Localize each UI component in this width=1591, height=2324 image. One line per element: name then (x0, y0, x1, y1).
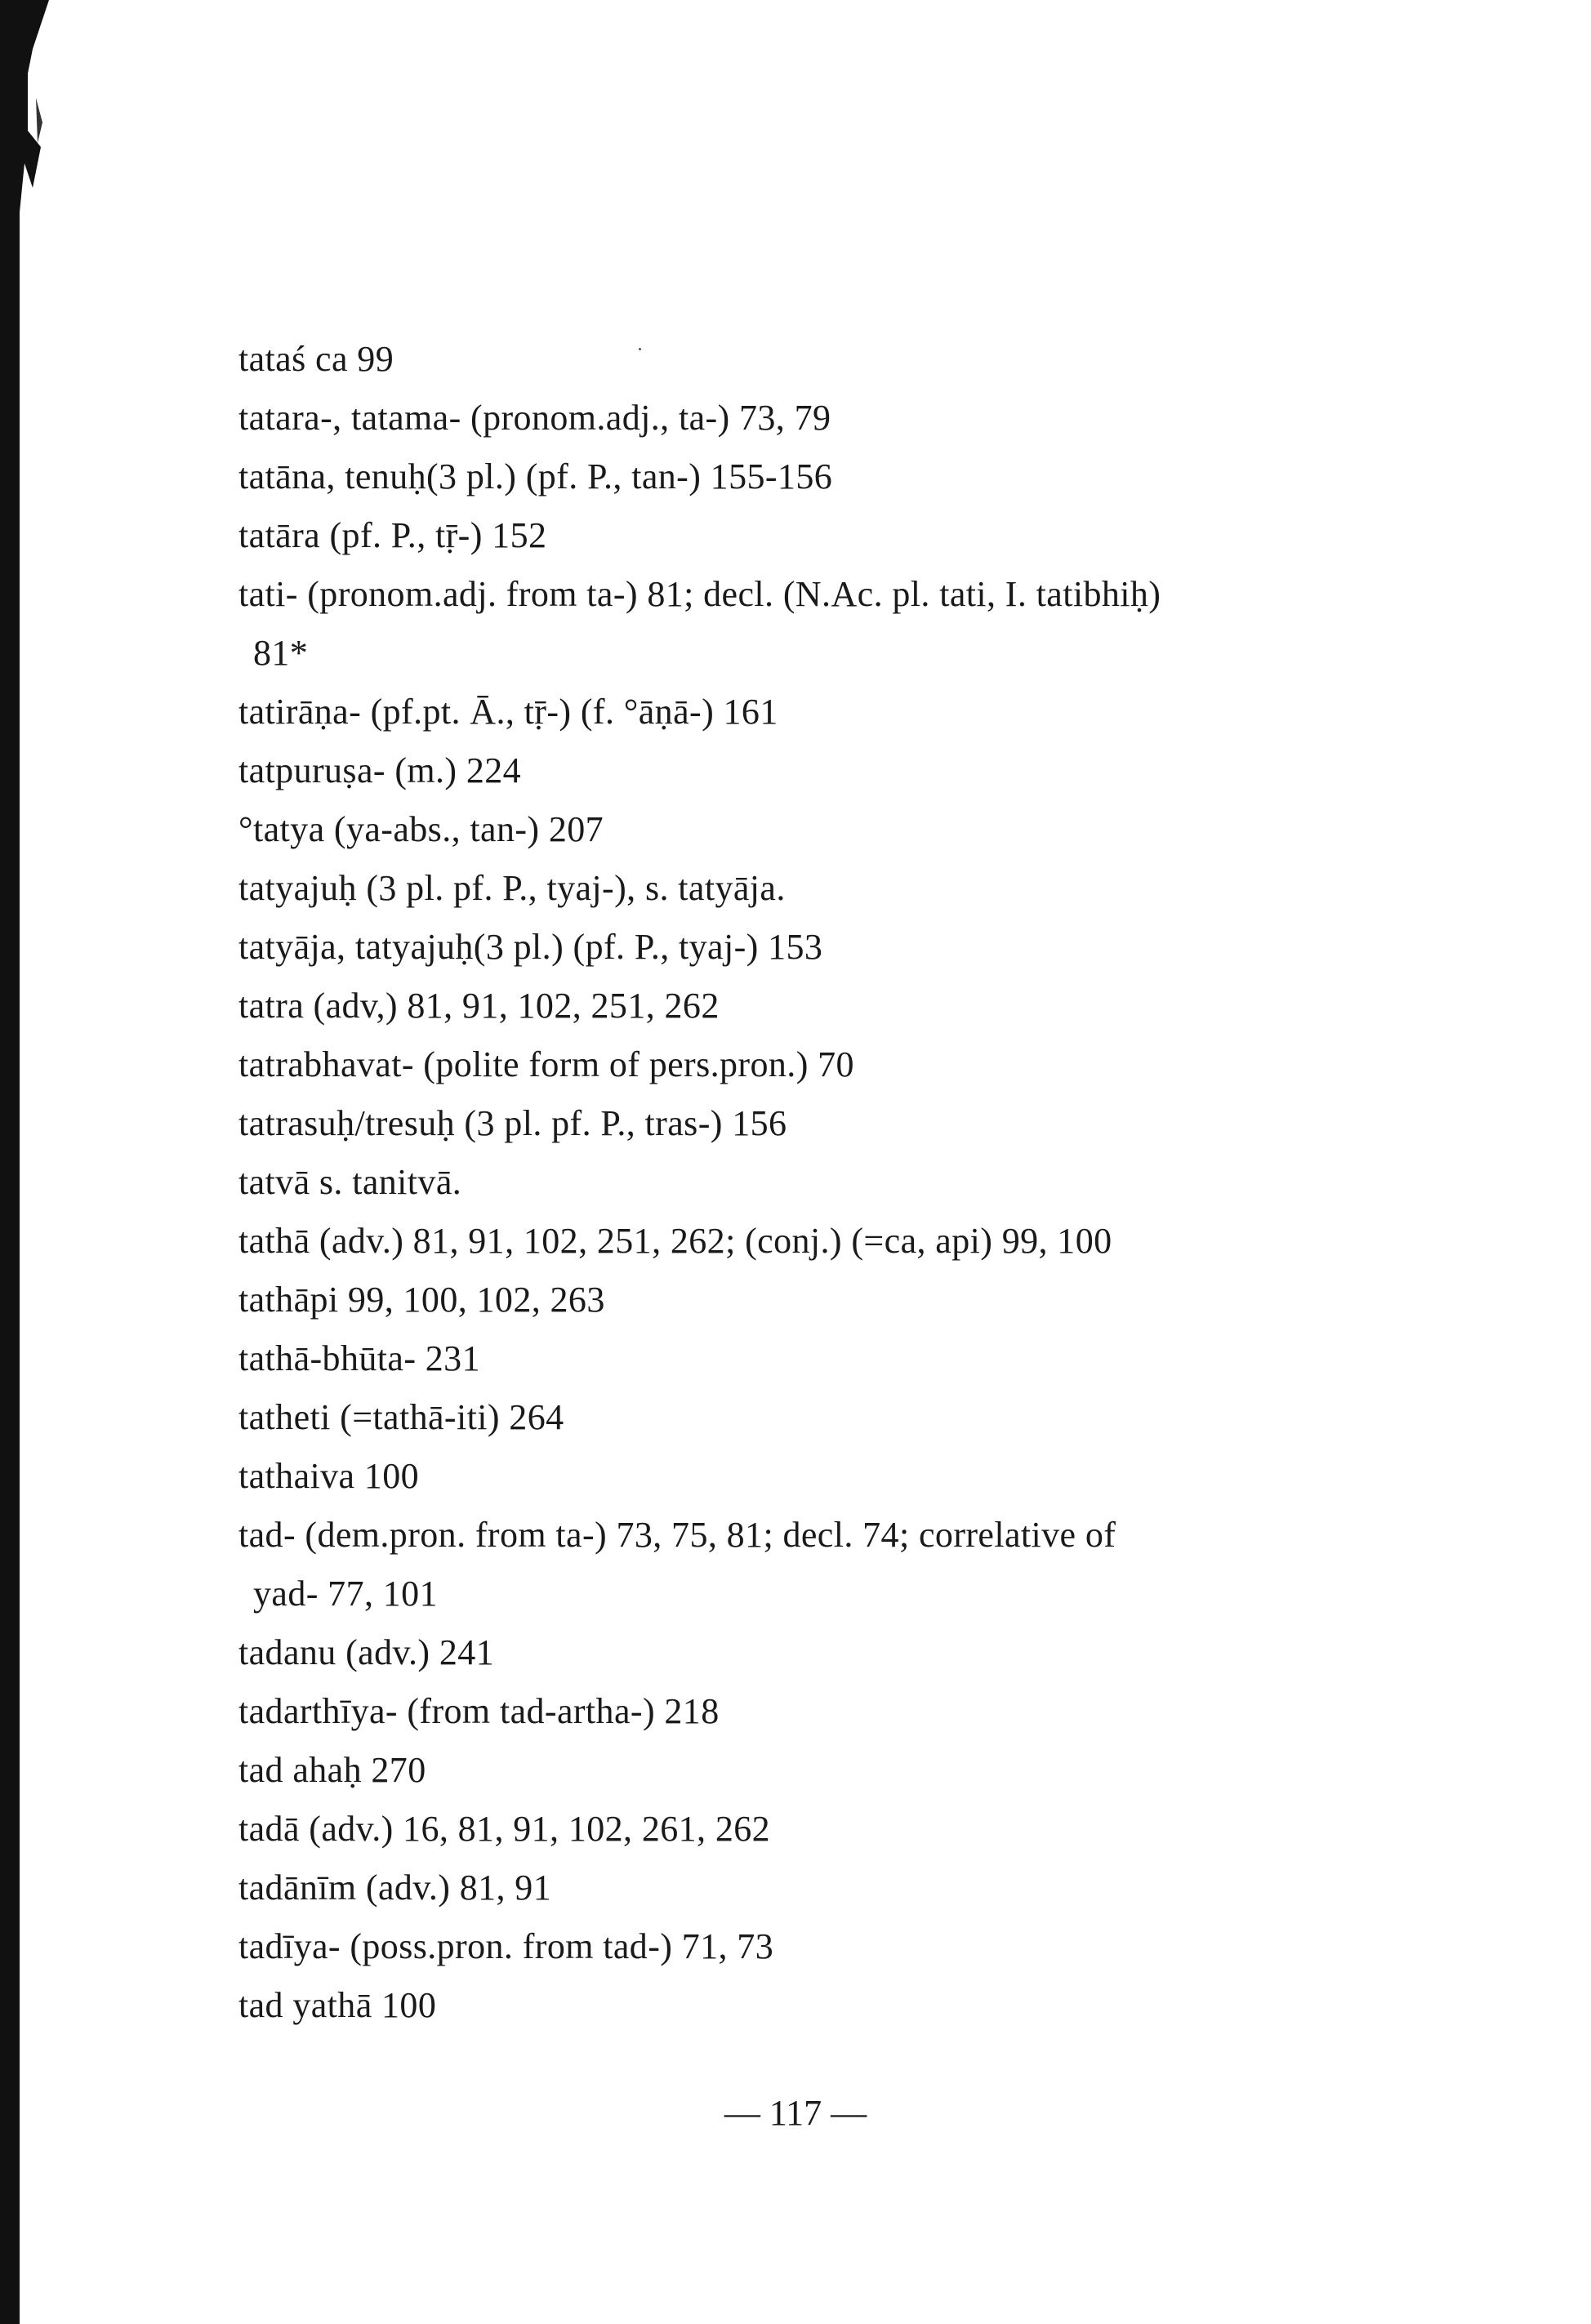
index-entry: tadanu (adv.) 241 (238, 1632, 495, 1672)
index-entry: tad ahaḥ 270 (238, 1750, 426, 1790)
index-entry-continuation: 81* (253, 633, 309, 673)
index-entry-continuation: yad- 77, 101 (253, 1574, 438, 1614)
index-entry: tathā (adv.) 81, 91, 102, 251, 262; (conj.) (=ca, api) 99, 100 (238, 1221, 1112, 1261)
index-entry: tatara-, tatama- (pronom.adj., ta-) 73, 79 (238, 398, 831, 438)
index-entry: tati- (pronom.adj. from ta-) 81; decl. (N.Ac. pl. tati, I. tatibhiḥ) (238, 574, 1161, 614)
index-entry: tad yathā 100 (238, 1985, 437, 2025)
index-entry: tatra (adv,) 81, 91, 102, 251, 262 (238, 986, 720, 1026)
index-entry: tatpuruṣa- (m.) 224 (238, 750, 522, 790)
index-entry: tadā (adv.) 16, 81, 91, 102, 261, 262 (238, 1809, 771, 1849)
index-entry: tadānīm (adv.) 81, 91 (238, 1868, 552, 1908)
index-entry: tatyāja, tatyajuḥ(3 pl.) (pf. P., tyaj-) 153 (238, 927, 823, 967)
index-entry: tathāpi 99, 100, 102, 263 (238, 1280, 605, 1320)
binding-shadow (0, 0, 49, 2324)
index-entry: tad- (dem.pron. from ta-) 73, 75, 81; decl. 74; correlative of (238, 1515, 1116, 1555)
index-entry: tatheti (=tathā-iti) 264 (238, 1397, 564, 1437)
index-entry-list (238, 330, 1398, 2035)
page-number: — 117 — (724, 2093, 867, 2133)
index-entry: tatāna, tenuḥ(3 pl.) (pf. P., tan-) 155-156 (238, 456, 833, 496)
index-entry: tatvā s. tanitvā. (238, 1162, 462, 1202)
index-entry: tathā-bhūta- 231 (238, 1338, 480, 1378)
index-entry: tataś ca 99 (238, 339, 394, 379)
index-entry: tatirāṇa- (pf.pt. Ā., tṝ-) (f. °āṇā-) 161 (238, 692, 778, 732)
index-entry: tathaiva 100 (238, 1456, 420, 1496)
index-entry: tatrabhavat- (polite form of pers.pron.) 70 (238, 1044, 854, 1084)
index-entry: tatāra (pf. P., tṝ-) 152 (238, 515, 547, 555)
index-entry: tatyajuḥ (3 pl. pf. P., tyaj-), s. tatyāja. (238, 868, 786, 908)
index-entry: tatrasuḥ/tresuḥ (3 pl. pf. P., tras-) 156 (238, 1103, 787, 1143)
index-entry: tadarthīya- (from tad-artha-) 218 (238, 1691, 720, 1731)
index-entry: tadīya- (poss.pron. from tad-) 71, 73 (238, 1926, 774, 1966)
index-entry: °tatya (ya-abs., tan-) 207 (238, 809, 604, 849)
